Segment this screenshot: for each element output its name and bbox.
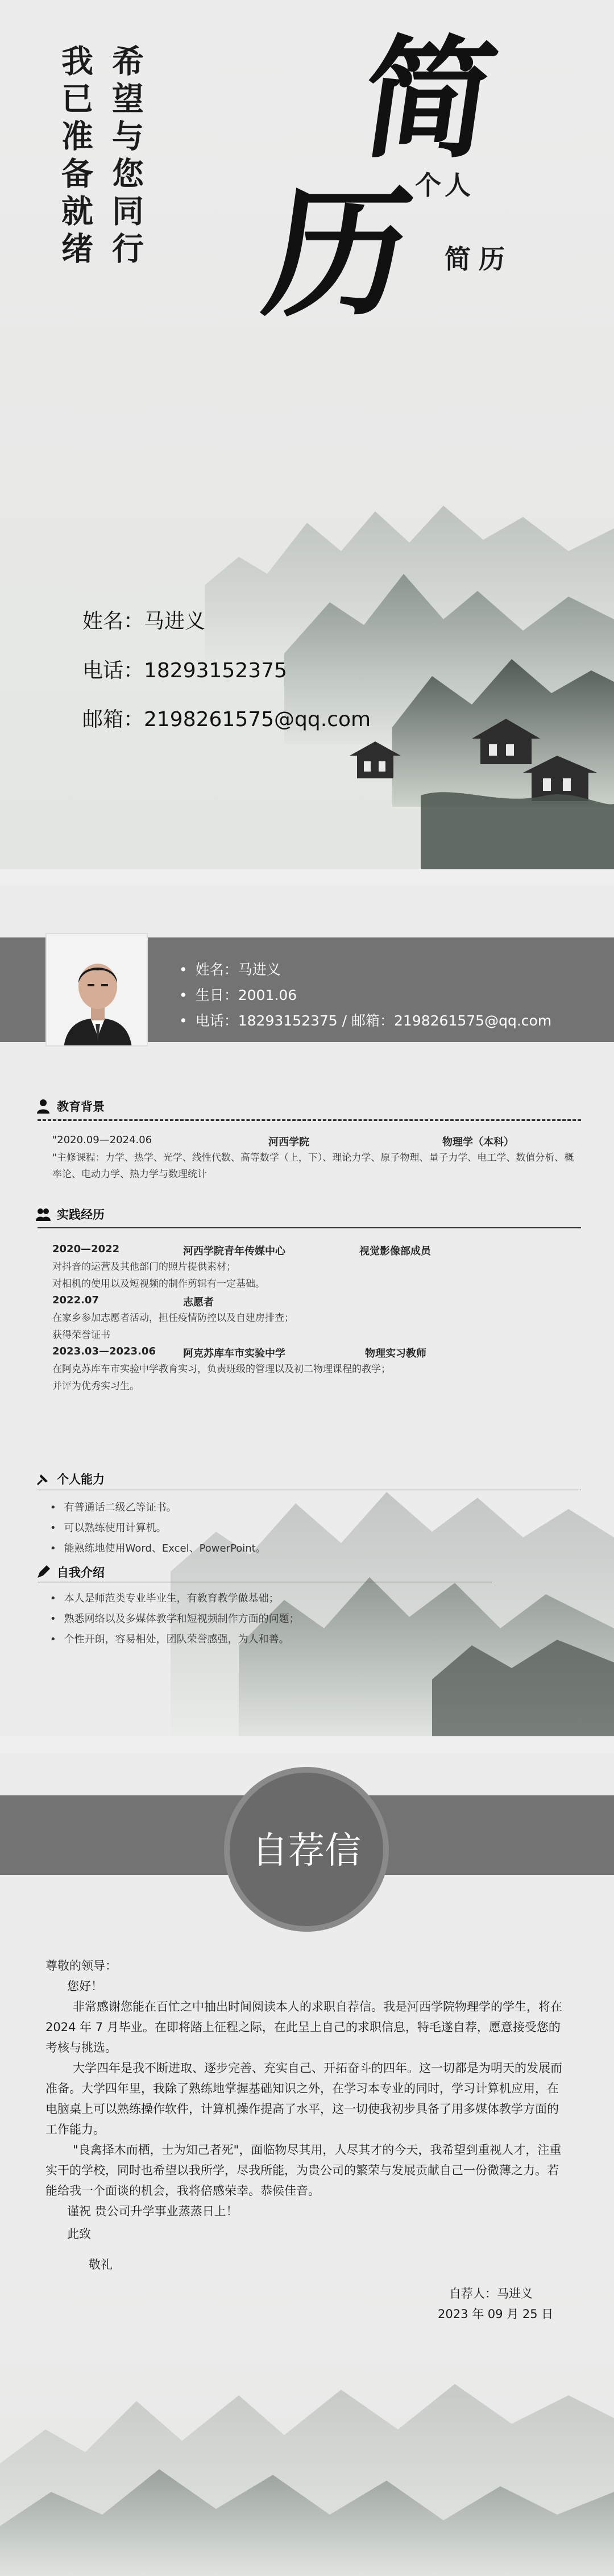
practice-rule [38, 1227, 581, 1228]
cover-page [0, 0, 614, 869]
letter-title: 自荐信 [252, 1830, 361, 1872]
practice-1-line-1: 对抖音的运营及其他部门的照片提供素材； [52, 1261, 236, 1273]
education-school: 河西学院 [268, 1136, 309, 1148]
practice-1-period: 2020—2022 [52, 1243, 120, 1255]
practice-2-period: 2022.07 [52, 1294, 99, 1306]
pen-icon [35, 1564, 51, 1580]
intro-item: • 个性开朗，容易相处，团队荣誉感强，为人和善。 [50, 1629, 300, 1650]
practice-3-role: 物理实习教师 [365, 1348, 426, 1360]
cover-vertical-slogan-2: 希望与您同行 [107, 44, 144, 269]
letter-paragraph: 非常感谢您能在百忙之中抽出时间阅读本人的求职自荐信。我是河西学院物理学的学生，将在 2024 年 7 月毕业。在即将踏上征程之际，在此呈上自己的求职信息，特毛遂自荐，愿意接受您的考核与挑选。 [45, 2000, 562, 2054]
profile-photo [45, 933, 148, 1047]
practice-title: 实践经历 [57, 1208, 105, 1222]
practice-1-line-2: 对相机的使用以及短视频的制作剪辑有一定基础。 [52, 1278, 265, 1290]
education-major: 物理学（本科） [442, 1136, 514, 1148]
skills-list [50, 1498, 266, 1559]
cover-subtitle-2: 简历 [445, 244, 513, 274]
practice-1-role: 视觉影像部成员 [359, 1245, 431, 1257]
education-courses: "主修课程：力学、热学、光学、线性代数、高等数学（上，下）、理论力学、原子物理、量子力学、电工学、数值分析、概率论、电动力学、热力学与数理统计 [52, 1152, 574, 1180]
profile-contact: • 电话：18293152375 / 邮箱：2198261575@qq.com [179, 1008, 551, 1033]
cover-vertical-slogan-1: 我已准备就绪 [56, 44, 94, 269]
intro-list [50, 1589, 300, 1650]
cover-name: 姓名：马进义 [82, 610, 206, 633]
intro-title: 自我介绍 [57, 1566, 105, 1579]
resume-page [0, 884, 614, 1736]
cover-email: 邮箱：2198261575@qq.com [82, 708, 371, 731]
letter-date: 2023 年 09 月 25 日 [438, 2307, 554, 2321]
person-portrait-icon [47, 934, 148, 1047]
letter-closing-2: 敬礼 [89, 2258, 113, 2271]
practice-2-role: 志愿者 [183, 1297, 214, 1308]
practice-3-period: 2023.03—2023.06 [52, 1345, 156, 1357]
education-period: "2020.09—2024.06 [52, 1134, 152, 1146]
education-title: 教育背景 [57, 1100, 105, 1114]
cover-letter-page [0, 1753, 614, 2576]
intro-item: • 本人是师范类专业毕业生，有教育教学做基础； [50, 1589, 300, 1609]
skills-heading [35, 1470, 105, 1487]
cover-phone: 电话：18293152375 [82, 659, 287, 682]
pin-icon [35, 1471, 51, 1487]
practice-2-line-2: 获得荣誉证书 [52, 1329, 110, 1341]
intro-heading [35, 1564, 105, 1581]
letter-salutation: 尊敬的领导： [45, 1959, 117, 1973]
letter-paragraph: "良禽择木而栖，士为知己者死"，面临物尽其用，人尽其才的今天，我希望到重视人才，注重实干的学校，同时也希望以我所学，尽我所能，为贵公司的繁荣与发展贡献自己一份微薄之力。若能给我一个面谈的机会，我将倍感荣幸。恭候佳音。 [45, 2143, 562, 2198]
skill-item: • 能熟练地使用Word、Excel、PowerPoint。 [50, 1539, 266, 1559]
ink-mountain-illustration [0, 2350, 614, 2576]
intro-item: • 熟悉网络以及多媒体教学和短视频制作方面的问题； [50, 1609, 300, 1629]
education-heading [35, 1098, 105, 1115]
practice-heading [35, 1206, 105, 1223]
skill-item: • 有普通话二级乙等证书。 [50, 1498, 266, 1518]
profile-list [179, 957, 551, 1033]
group-icon [35, 1206, 51, 1222]
skills-title: 个人能力 [57, 1473, 105, 1486]
letter-paragraph: 大学四年是我不断进取、逐步完善、充实自己、开拓奋斗的四年。这一切都是为明天的发展而准备。大学四年里，我除了熟练地掌握基础知识之外，在学习本专业的同时，学习计算机应用，在电脑桌上可以熟练操作软件，计算机操作提高了水平，这一切使我初步具备了用多媒体教学方面的工作能力。 [45, 2061, 562, 2136]
practice-1-org: 河西学院青年传媒中心 [183, 1245, 285, 1257]
profile-birth: • 生日：2001.06 [179, 982, 551, 1008]
cover-title-char-2: 历 [255, 169, 421, 336]
cover-title-char-1: 简 [353, 23, 505, 176]
letter-closing-1: 此致 [67, 2227, 91, 2241]
letter-signature: 自荐人：马进义 [449, 2287, 533, 2300]
profile-name: • 姓名：马进义 [179, 957, 551, 982]
practice-3-line-2: 并评为优秀实习生。 [52, 1381, 139, 1392]
practice-3-line-1: 在阿克苏库车市实验中学教育实习，负责班级的管理以及初二物理课程的教学； [52, 1364, 391, 1375]
letter-body [45, 1956, 569, 2275]
letter-wish: 谨祝 贵公司升学事业蒸蒸日上！ [67, 2204, 238, 2218]
person-icon [35, 1098, 51, 1114]
letter-greeting: 您好！ [67, 1979, 103, 1993]
skill-item: • 可以熟练使用计算机。 [50, 1518, 266, 1539]
practice-3-org: 阿克苏库车市实验中学 [183, 1348, 285, 1360]
practice-2-line-1: 在家乡参加志愿者活动，担任疫情防控以及自建房排查； [52, 1312, 294, 1324]
education-rule [38, 1119, 581, 1121]
cover-subtitle-1: 个人 [415, 170, 474, 201]
